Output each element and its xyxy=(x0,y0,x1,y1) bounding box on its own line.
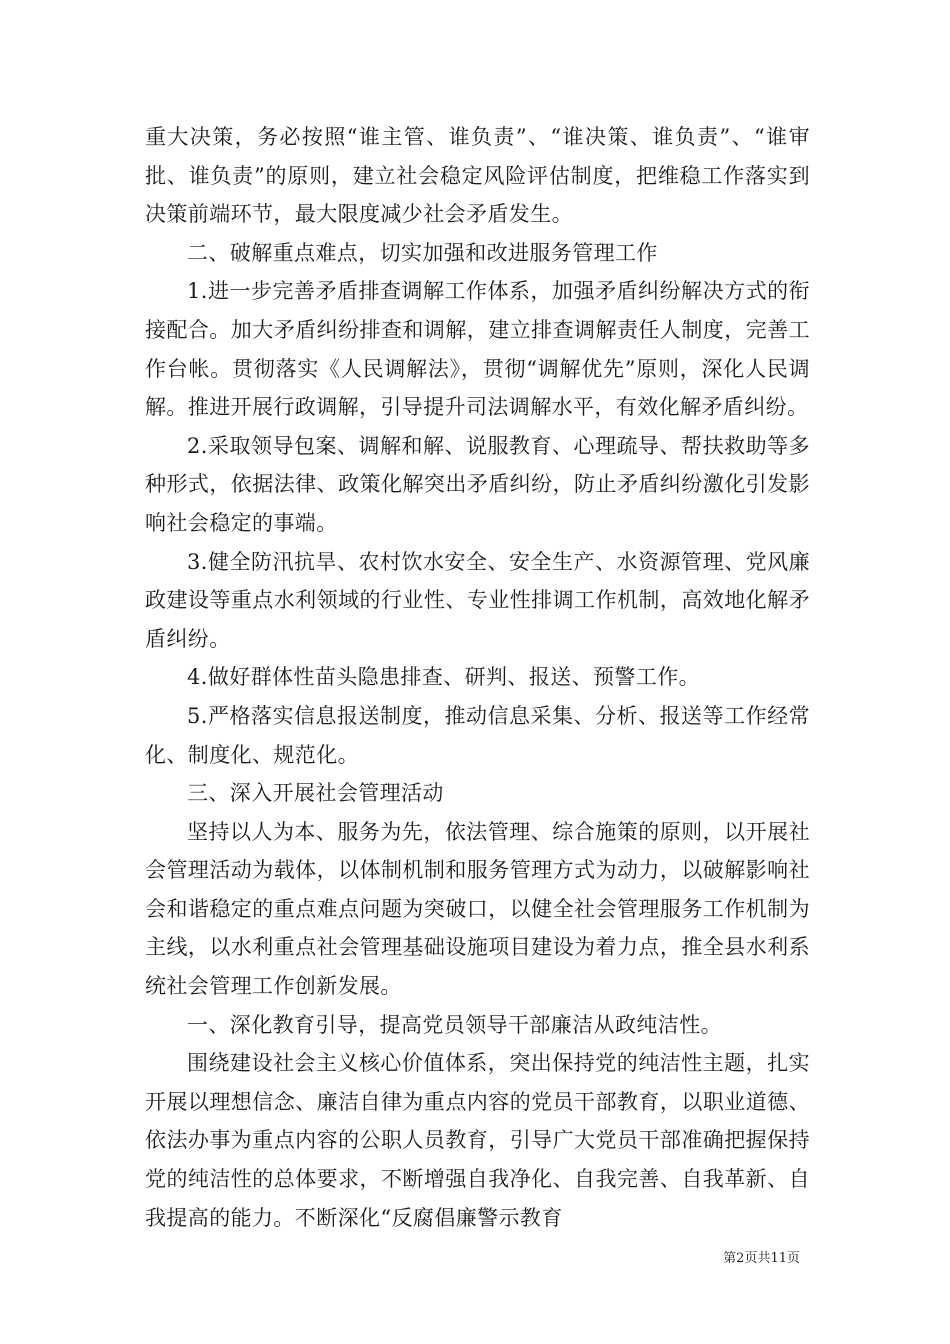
section-heading-2: 二、破解重点难点，切实加强和改进服务管理工作 xyxy=(187,240,658,265)
paragraph-1: 重大决策，务必按照“谁主管、谁负责”、“谁决策、谁负责”、“谁审批、谁负责”的原则，建立社会稳定风险评估制度，把维稳工作落实到决策前端环节，最大限度减少社会矛盾发生。 xyxy=(145,125,810,227)
paragraph-item-1: 1.进一步完善矛盾排查调解工作体系，加强矛盾纠纷解决方式的衔接配合。加大矛盾纠纷排查和调解，建立排查调解责任人制度，完善工作台帐。贯彻落实《人民调解法》，贯彻“调解优先”原则，深化人民调解。推进开展行政调解，引导提升司法调解水平，有效化解矛盾纠纷。 xyxy=(145,279,810,420)
paragraph-item-5: 5.严格落实信息报送制度，推动信息采集、分析、报送等工作经常化、制度化、规范化。 xyxy=(145,703,810,767)
document-page xyxy=(145,118,810,1237)
section-heading-3: 三、深入开展社会管理活动 xyxy=(187,781,444,806)
page-number-footer: 第2页共11页 xyxy=(723,1251,800,1266)
section-heading-1-b: 一、深化教育引导，提高党员领导干部廉洁从政纯洁性。 xyxy=(187,1012,722,1037)
paragraph-item-4: 4.做好群体性苗头隐患排查、研判、报送、预警工作。 xyxy=(187,665,701,690)
paragraph-item-2: 2.采取领导包案、调解和解、说服教育、心理疏导、帮扶救助等多种形式，依据法律、政策化解突出矛盾纠纷，防止矛盾纠纷激化引发影响社会稳定的事端。 xyxy=(145,433,810,535)
paragraph-item-3: 3.健全防汛抗旱、农村饮水安全、安全生产、水资源管理、党风廉政建设等重点水利领域的行业性、专业性排调工作机制，高效地化解矛盾纠纷。 xyxy=(145,549,810,651)
paragraph-section-3-body: 坚持以人为本、服务为先，依法管理、综合施策的原则，以开展社会管理活动为载体，以体制机制和服务管理方式为动力，以破解影响社会和谐稳定的重点难点问题为突破口，以健全社会管理服务工作机制为主线，以水利重点社会管理基础设施项目建设为着力点，推全县水利系统社会管理工作创新发展。 xyxy=(145,819,810,999)
paragraph-section-1-body: 围绕建设社会主义核心价值体系，突出保持党的纯洁性主题，扎实开展以理想信念、廉洁自律为重点内容的党员干部教育，以职业道德、依法办事为重点内容的公职人员教育，引导广大党员干部准确把握保持党的纯洁性的总体要求，不断增强自我净化、自我完善、自我革新、自我提高的能力。不断深化“反腐倡廉警示教育 xyxy=(145,1051,810,1230)
